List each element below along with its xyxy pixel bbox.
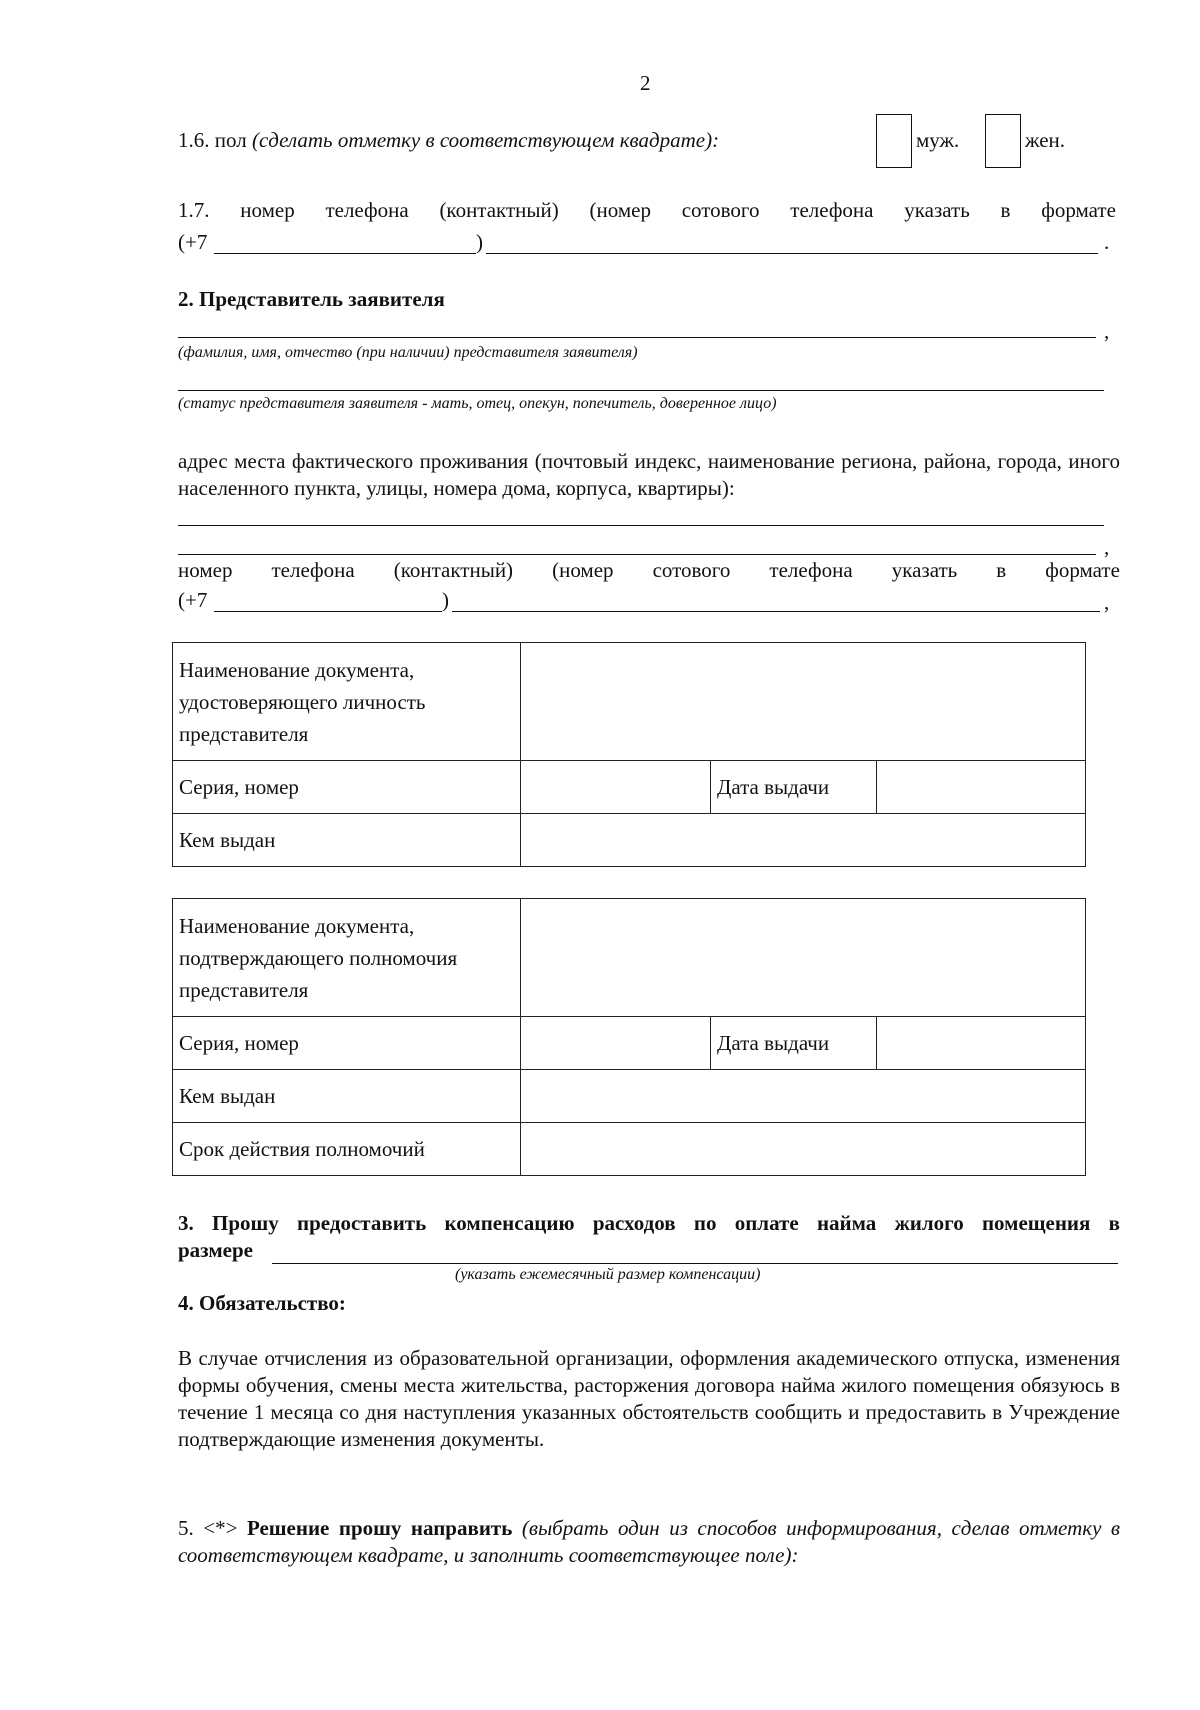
phone-label-word: телефона — [325, 198, 409, 222]
obligation-text: В случае отчисления из образовательной организации, оформления академического отпуска, изменения формы обучения, смены места жительства, расторжения договора найма жилого помещения обязуюсь в течение 1 месяца со дня наступления указанных обстоятельств сообщить и предоставить в Учреждение подтверждающие изменения документы. — [178, 1346, 1120, 1451]
rep-phone-paren: ) — [442, 588, 449, 612]
rep-phone-label-word: телефона — [271, 558, 355, 582]
rep-phone-label-word: телефона — [769, 558, 853, 582]
identity-doc-label-line: удостоверяющего личность — [179, 689, 426, 714]
phone-label-word: номер — [240, 198, 295, 222]
identity-doc-label-line: Наименование документа, — [179, 657, 415, 682]
phone-label-word: сотового — [681, 198, 760, 222]
section-5-hint: (выбрать один из способов информирования, сделав отметку в соответствующем квадрате, и заполнить соответствующее поле): — [178, 1516, 1120, 1567]
section-5-prefix: 5. <*> — [178, 1516, 247, 1540]
gender-label-num: 1.6. пол — [178, 128, 252, 152]
table-row — [173, 899, 1086, 1017]
table-row — [173, 814, 1086, 867]
rep-phone-comma: , — [1104, 590, 1110, 614]
gender-label-hint: (сделать отметку в соответствующем квадрате): — [251, 128, 720, 152]
phone-end: . — [1104, 230, 1110, 254]
authority-doc-label-line: Наименование документа, — [179, 913, 415, 938]
identity-date-input[interactable] — [877, 761, 1086, 814]
authority-series-input[interactable] — [521, 1017, 711, 1070]
identity-series-input[interactable] — [521, 761, 711, 814]
rep-phone-prefix: (+7 — [178, 588, 208, 612]
section-2-title: 2. Представитель заявителя — [178, 287, 445, 311]
rep-phone-label-word: (контактный) — [393, 558, 514, 582]
identity-date-label: Дата выдачи — [711, 761, 877, 814]
identity-issued-label: Кем выдан — [173, 814, 521, 867]
phone-label-word: в — [1000, 198, 1011, 222]
representative-name-field[interactable] — [178, 337, 1096, 338]
phone-label-word: телефона — [790, 198, 874, 222]
authority-doc-label-line: представителя — [179, 977, 309, 1002]
phone-label-word: 1.7. — [178, 198, 210, 222]
female-label: жен. — [1025, 128, 1066, 152]
identity-doc-label — [173, 643, 521, 761]
address-field-2[interactable] — [178, 554, 1096, 555]
authority-date-label: Дата выдачи — [711, 1017, 877, 1070]
rep-phone-label-word: номер — [178, 558, 233, 582]
rep-phone-number-field[interactable] — [452, 611, 1100, 612]
rep-phone-label-word: указать — [891, 558, 958, 582]
phone-label-word: (контактный) — [439, 198, 559, 222]
male-checkbox[interactable] — [876, 114, 912, 168]
authority-term-input[interactable] — [521, 1123, 1086, 1176]
address-comma: , — [1104, 535, 1110, 559]
identity-document-table — [172, 642, 1086, 867]
authority-issued-input[interactable] — [521, 1070, 1086, 1123]
name-comma: , — [1104, 319, 1110, 343]
rep-phone-label-word: формате — [1045, 558, 1120, 582]
compensation-caption: (указать ежемесячный размер компенсации) — [455, 1266, 761, 1283]
section-3-text: 3. Прошу предоставить компенсацию расходов по оплате найма жилого помещения в — [178, 1211, 1120, 1235]
address-label: адрес места фактического проживания (почтовый индекс, наименование региона, района, города, иного населенного пункта, улицы, номера дома, корпуса, квартиры): — [178, 449, 1120, 500]
authority-doc-name-input[interactable] — [521, 899, 1086, 1017]
authority-document-table — [172, 898, 1086, 1176]
phone-number-field[interactable] — [486, 253, 1098, 254]
representative-status-field[interactable] — [178, 390, 1104, 391]
identity-doc-name-input[interactable] — [521, 643, 1086, 761]
rep-phone-label-word: сотового — [652, 558, 731, 582]
rep-phone-label-word: в — [996, 558, 1007, 582]
gender-label — [178, 127, 719, 154]
page-number: 2 — [640, 71, 651, 95]
rep-phone-label-line — [178, 557, 1120, 584]
phone-label-word: формате — [1041, 198, 1116, 222]
table-row — [173, 1123, 1086, 1176]
female-checkbox[interactable] — [985, 114, 1021, 168]
compensation-amount-field[interactable] — [272, 1263, 1118, 1264]
address-field-1[interactable] — [178, 525, 1104, 526]
section-5-text — [178, 1515, 1120, 1569]
table-row — [173, 643, 1086, 761]
phone-paren: ) — [476, 230, 483, 254]
section-3-size-label: размере — [178, 1238, 253, 1262]
section-4-title: 4. Обязательство: — [178, 1291, 346, 1315]
authority-issued-label: Кем выдан — [173, 1070, 521, 1123]
identity-series-label: Серия, номер — [173, 761, 521, 814]
table-row — [173, 1070, 1086, 1123]
table-row — [173, 761, 1086, 814]
table-row — [173, 1017, 1086, 1070]
male-label: муж. — [916, 128, 960, 152]
identity-doc-label-line: представителя — [179, 721, 309, 746]
authority-series-label: Серия, номер — [173, 1017, 521, 1070]
rep-phone-label-word: (номер — [552, 558, 614, 582]
identity-issued-input[interactable] — [521, 814, 1086, 867]
section-5-bold: Решение прошу направить — [246, 1516, 513, 1540]
phone-code-field[interactable] — [214, 253, 476, 254]
authority-doc-label-line: подтверждающего полномочия — [179, 945, 458, 970]
phone-label-line — [178, 197, 1116, 224]
phone-prefix: (+7 — [178, 230, 208, 254]
authority-date-input[interactable] — [877, 1017, 1086, 1070]
representative-status-caption: (статус представителя заявителя - мать, отец, опекун, попечитель, доверенное лицо) — [178, 395, 777, 412]
rep-phone-code-field[interactable] — [214, 611, 442, 612]
authority-doc-label — [173, 899, 521, 1017]
phone-label-word: (номер — [589, 198, 651, 222]
authority-term-label: Срок действия полномочий — [173, 1123, 521, 1176]
representative-name-caption: (фамилия, имя, отчество (при наличии) представителя заявителя) — [178, 344, 638, 361]
phone-label-word: указать — [904, 198, 970, 222]
